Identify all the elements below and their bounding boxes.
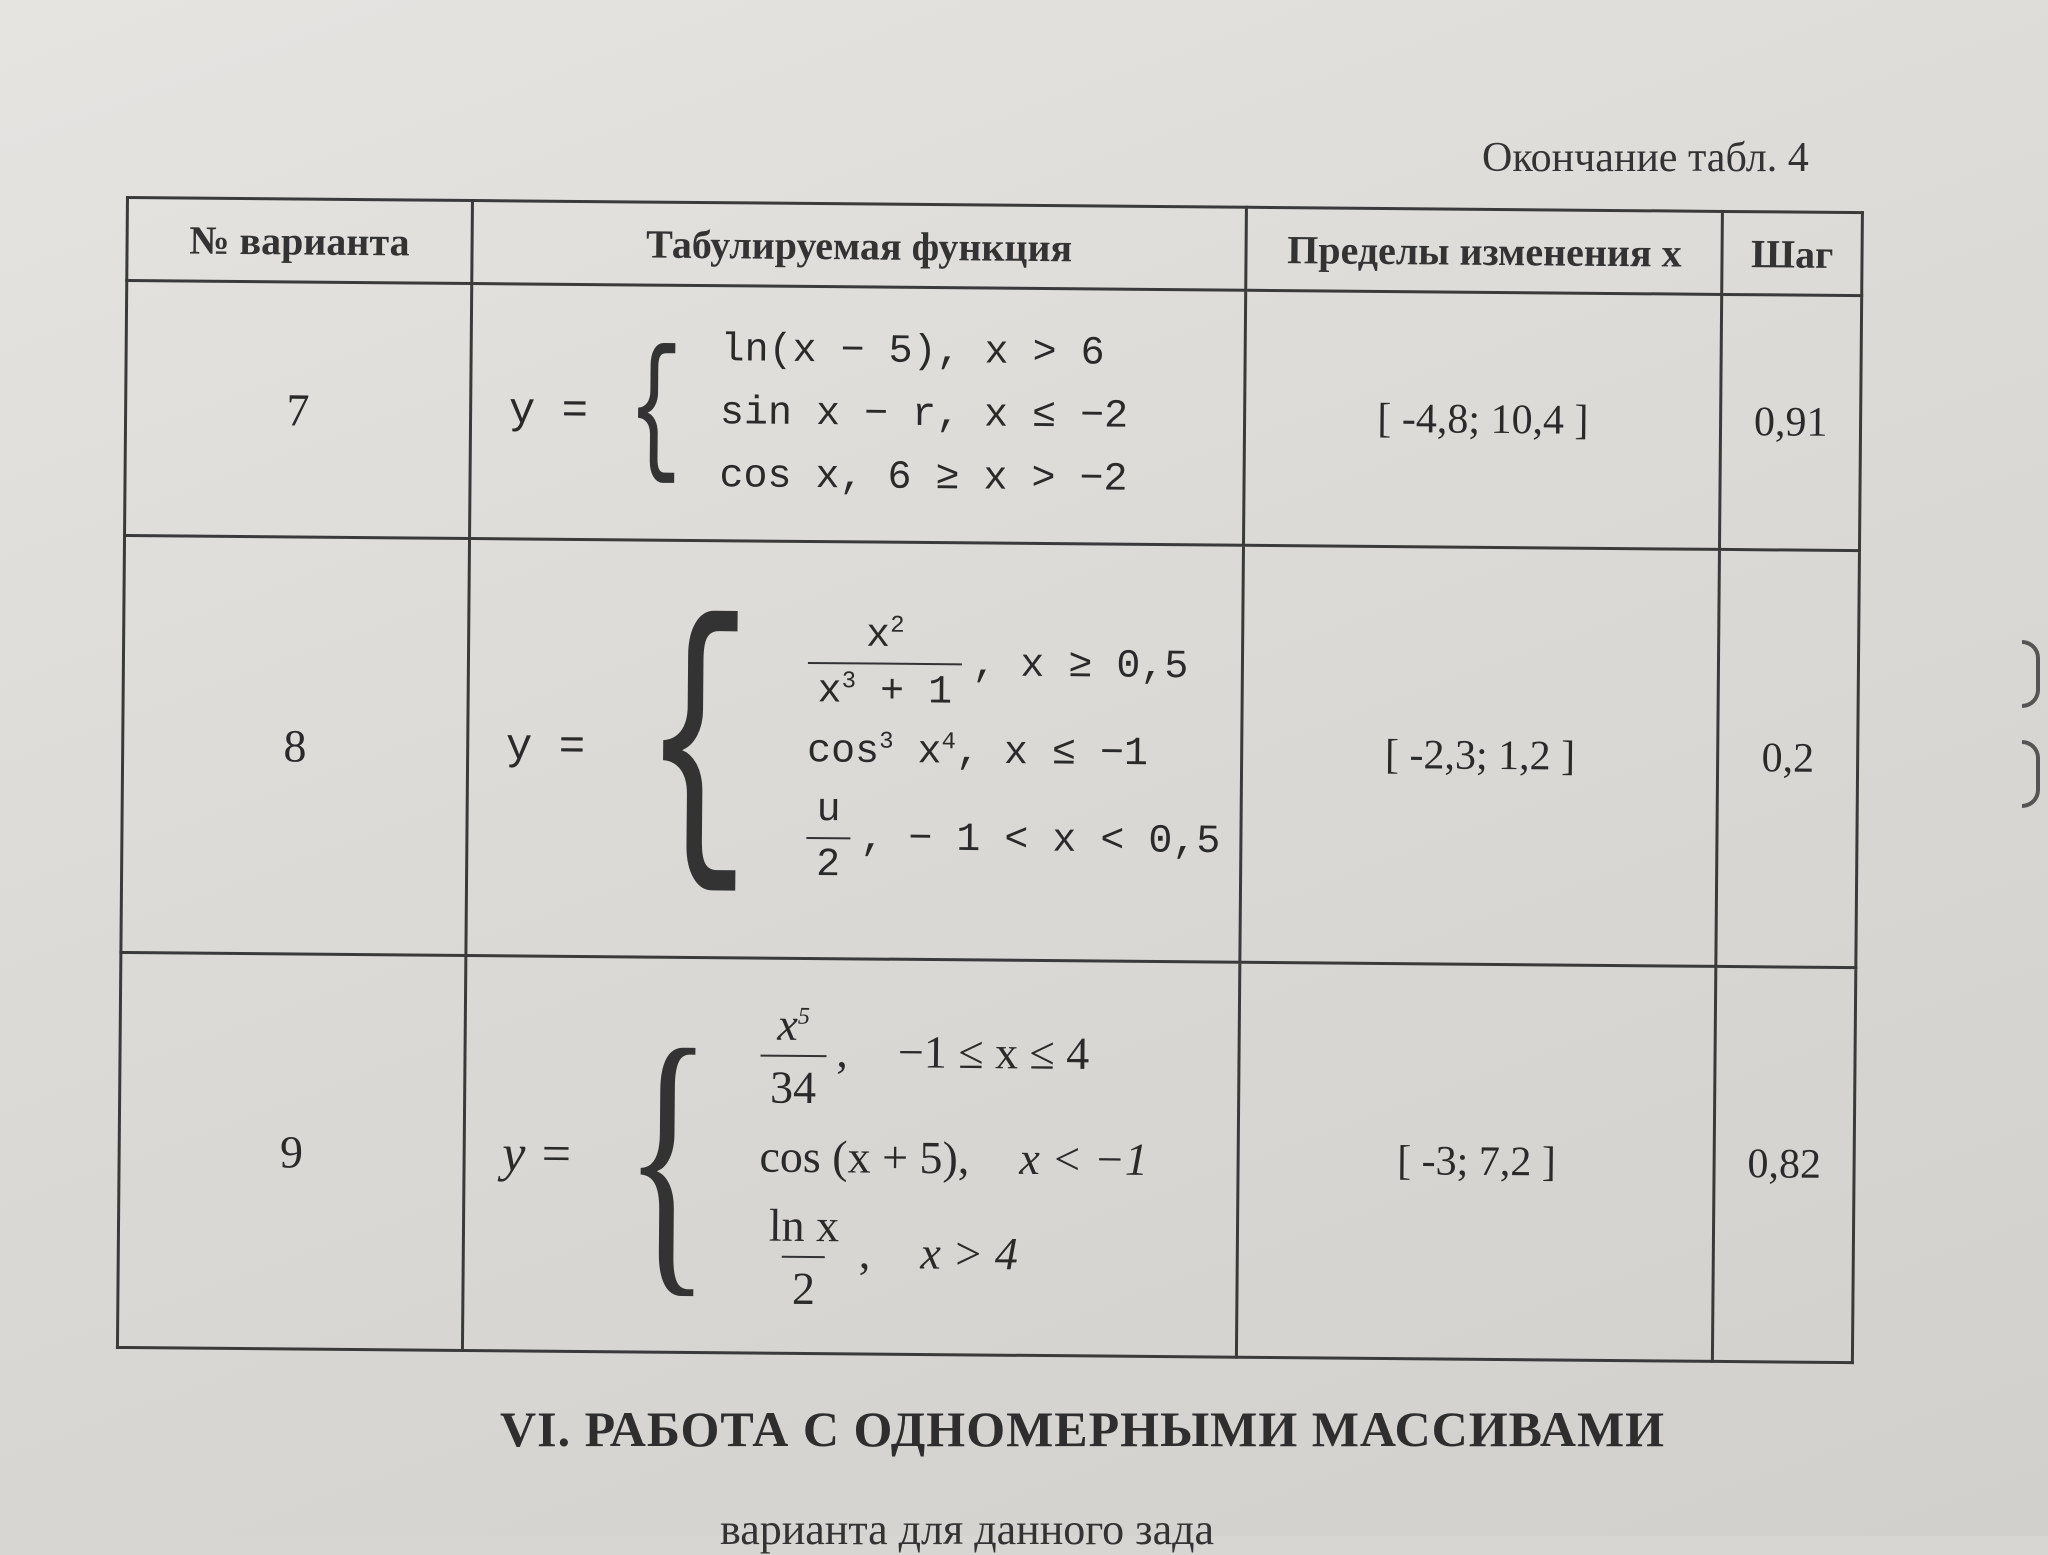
exponent: 3 (841, 668, 857, 696)
table-row (125, 281, 1862, 551)
table-row (121, 536, 1860, 968)
function-cases (719, 328, 1129, 503)
range-value: [ -2,3; 1,2 ] (1240, 545, 1719, 966)
case-line: $\frac{x^5}{34}$ , −1 ≤ x ≤ 4 (760, 997, 1149, 1116)
condition: , − 1 < x < 0,5 (860, 817, 1221, 866)
condition: x > 4 (920, 1227, 1019, 1279)
function-cases (758, 997, 1149, 1317)
numerator: u (816, 788, 841, 834)
fraction (806, 788, 851, 888)
binder-ring-icon (2022, 740, 2040, 808)
variant-number: 8 (121, 536, 469, 956)
denominator: 2 (806, 837, 850, 888)
brace-symbol: { (627, 327, 683, 498)
table-row (117, 952, 1855, 1362)
function-cell (466, 539, 1244, 963)
header-variant: № варианта (127, 198, 472, 284)
function-cell (469, 284, 1246, 546)
header-step: Шаг (1722, 211, 1862, 295)
function-lhs: y = (502, 1124, 574, 1183)
case-line (807, 728, 1221, 778)
condition: −1 ≤ x ≤ 4 (897, 1025, 1090, 1079)
case-line: sin x − r, x ≤ −2 (719, 390, 1129, 440)
step-value: 0,2 (1716, 549, 1859, 967)
case-line: $\frac{\text{ln x}}{2}$ , x > 4 (758, 1198, 1147, 1317)
exponent: 4 (941, 729, 957, 757)
section-title: VI. РАБОТА С ОДНОМЕРНЫМИ МАССИВАМИ (500, 1401, 1666, 1457)
fraction (760, 997, 827, 1114)
case-line (759, 1129, 1148, 1185)
step-value: 0,91 (1720, 294, 1862, 550)
denominator: 34 (760, 1054, 827, 1114)
fraction (807, 611, 962, 715)
case-line: ln(x − 5), x > 6 (720, 327, 1105, 377)
condition: , x ≥ 0,5 (972, 642, 1189, 690)
binder-ring-icon (2022, 640, 2040, 708)
expression: x (893, 730, 942, 776)
header-range: Пределы изменения x (1246, 207, 1723, 294)
denominator: x (817, 669, 842, 715)
brace-symbol: { (622, 988, 713, 1322)
exponent: 2 (890, 612, 905, 640)
exponent: 3 (879, 728, 894, 756)
numerator: ln x (768, 1199, 840, 1251)
case-line: cos x, 6 ≥ x > −2 (719, 453, 1128, 503)
variant-number: 9 (117, 952, 465, 1350)
numerator: x (865, 613, 891, 659)
variant-number: 7 (125, 281, 472, 539)
expression: cos (x + 5), (759, 1130, 970, 1183)
function-lhs: y = (505, 722, 586, 774)
case-line (806, 788, 1221, 892)
function-cell (462, 955, 1240, 1357)
bottom-text-fragment: варианта для данного зада (720, 1505, 1215, 1554)
fraction (758, 1198, 849, 1315)
variants-table (116, 196, 1864, 1364)
brace-symbol: { (641, 578, 753, 920)
denominator: 2 (782, 1255, 826, 1314)
expression: cos (806, 729, 880, 776)
range-value: [ -4,8; 10,4 ] (1244, 290, 1722, 549)
function-lhs: y = (508, 386, 589, 438)
table-caption: Окончание табл. 4 (1482, 135, 1809, 181)
header-function: Табулируемая функция (471, 201, 1246, 291)
condition: , x ≤ −1 (955, 730, 1149, 778)
step-value: 0,82 (1713, 966, 1856, 1362)
exponent: 5 (797, 1003, 811, 1030)
function-cases (806, 611, 1222, 892)
denominator-tail: + 1 (855, 669, 953, 716)
case-line (807, 611, 1222, 717)
condition: x < −1 (1019, 1132, 1149, 1185)
range-value: [ -3; 7,2 ] (1237, 962, 1716, 1361)
numerator: x (777, 998, 799, 1050)
table-header-row (127, 198, 1863, 296)
